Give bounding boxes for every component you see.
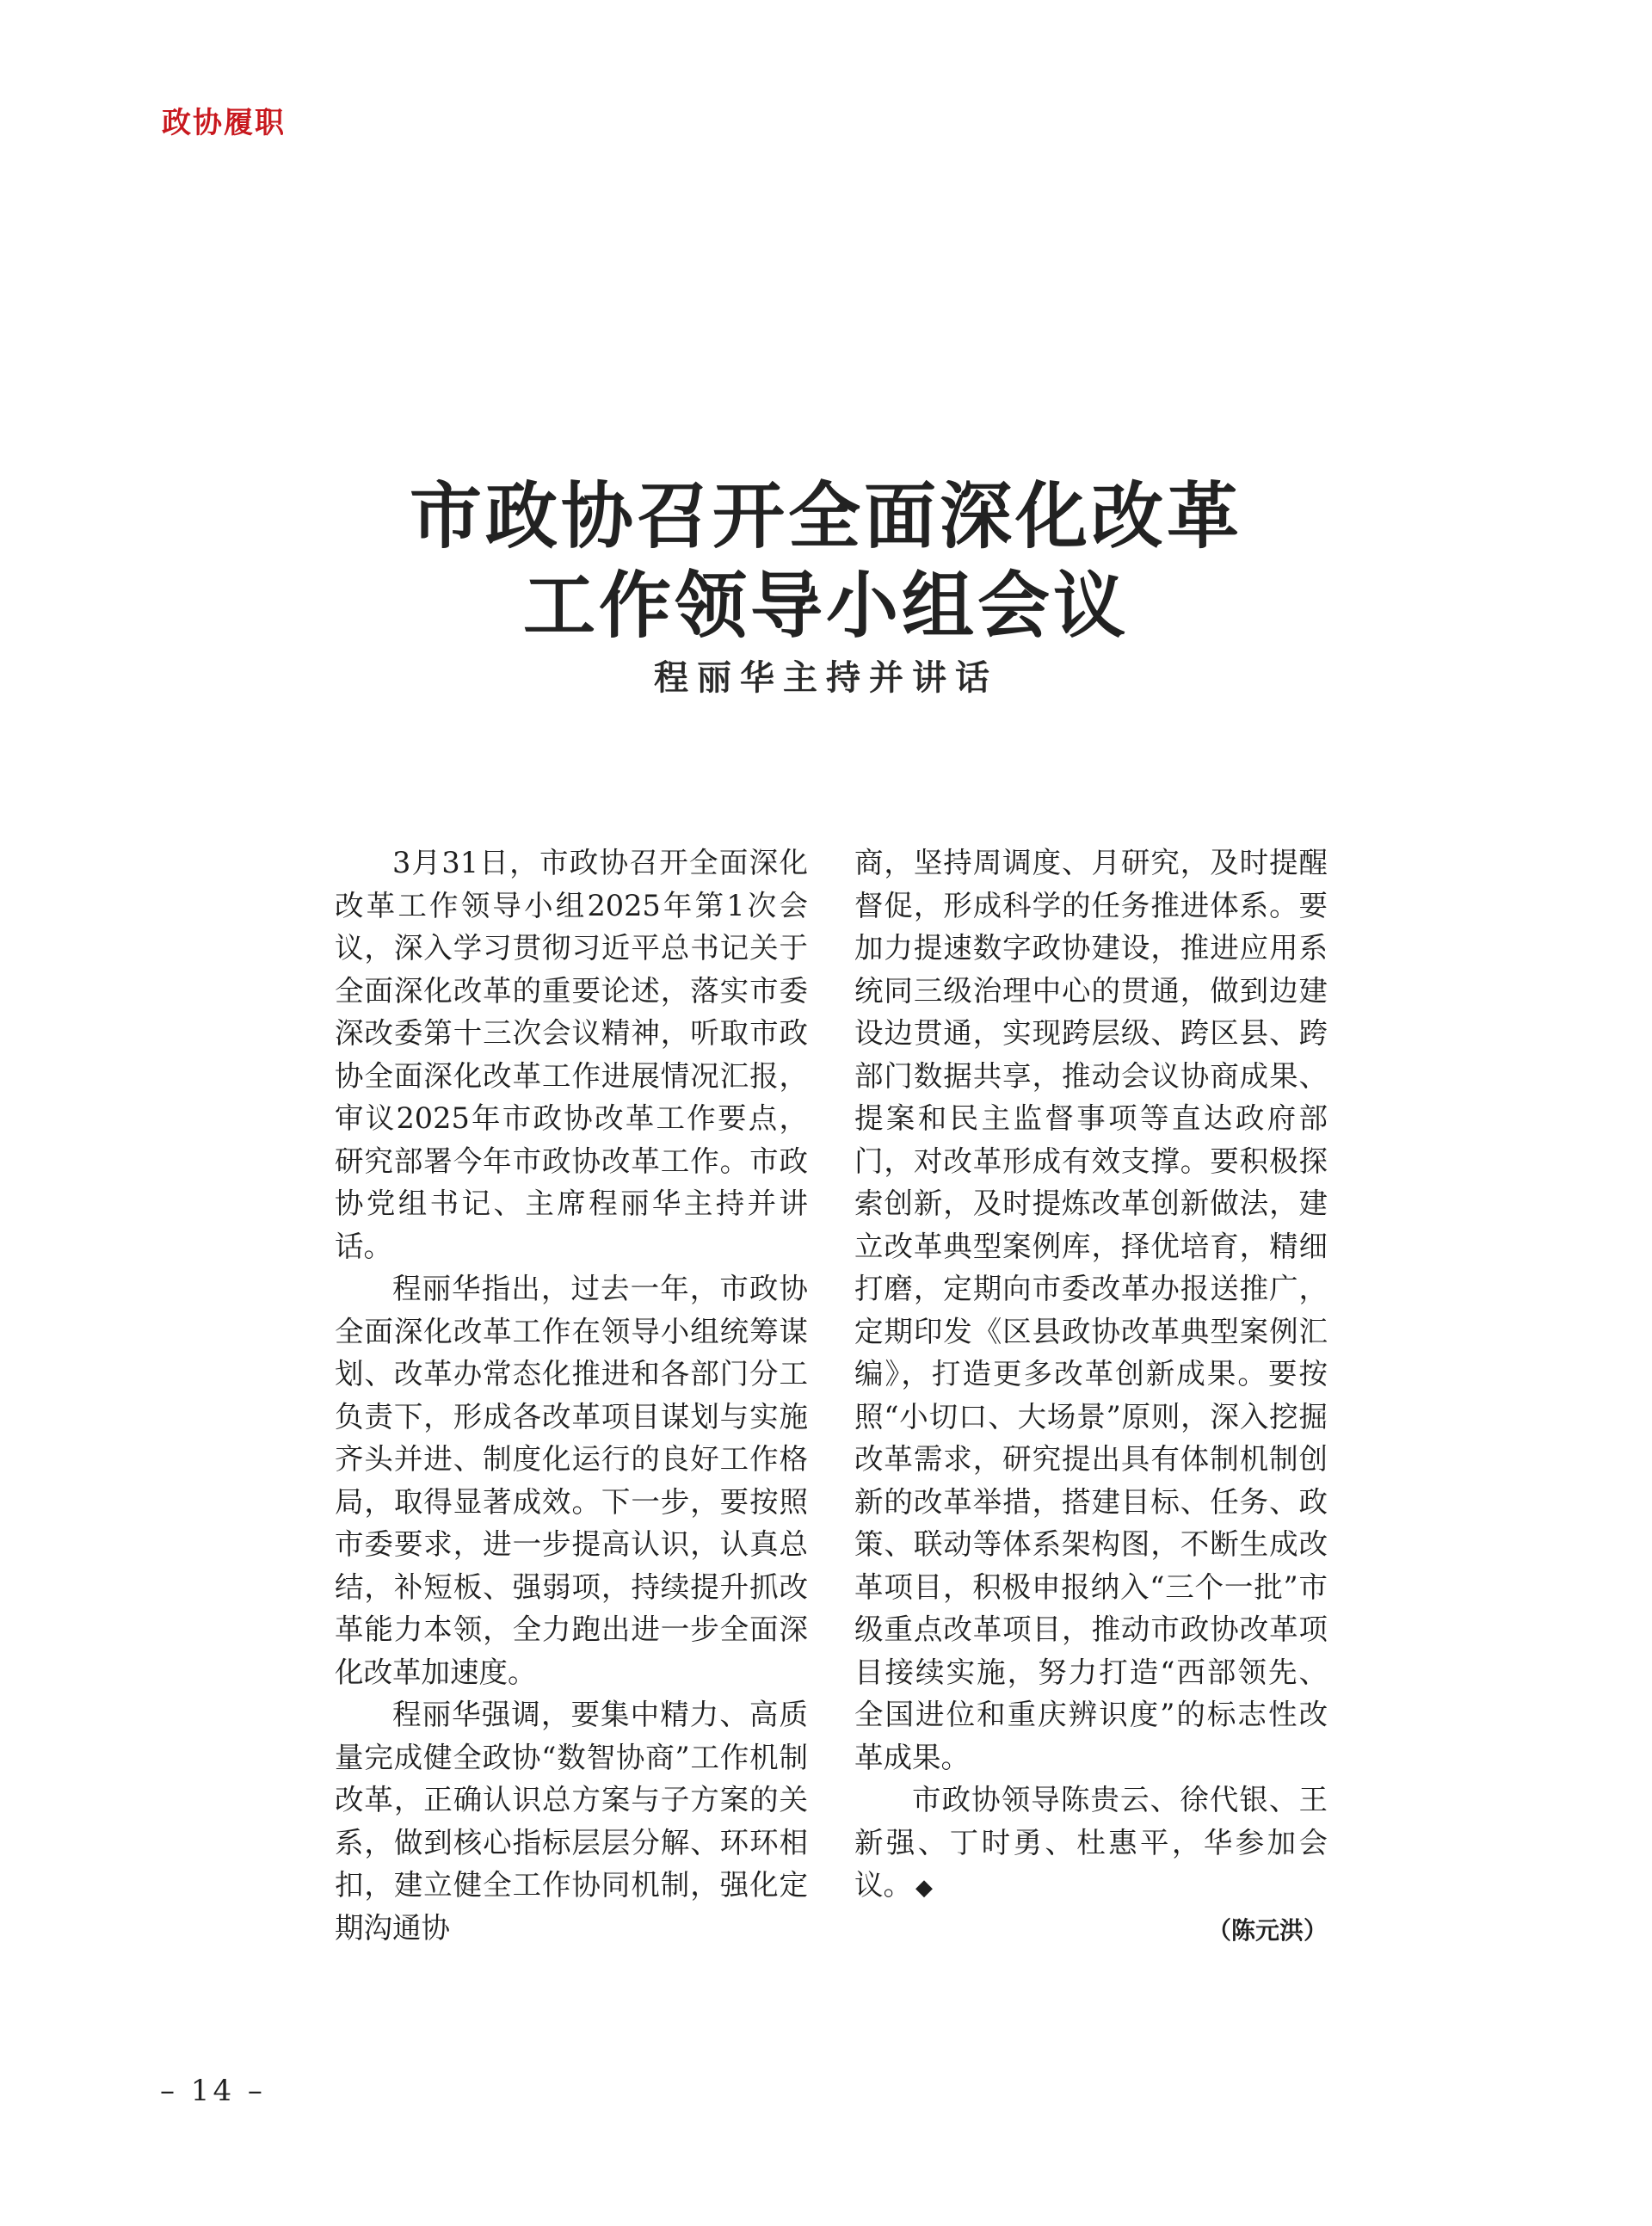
paragraph-3: 程丽华强调，要集中精力、高质量完成健全政协“数智协商”工作机制改革，正确认识总方案与子方案的关系，做到核心指标层层分解、环环相扣，建立健全工作协同机制，强化定期沟通协 — [335, 1698, 808, 1945]
article-subtitle: 程丽华主持并讲话 — [654, 657, 998, 698]
paragraph-1: 3月31日，市政协召开全面深化改革工作领导小组2025年第1次会议，深入学习贯彻习近平总书记关于全面深化改革的重要论述，落实市委深改委第十三次会议精神，听取市政协全面深化改革工作进展情况汇报，审议2025年市政协改革工作要点，研究部署今年市政协改革工作。市政协党组书记、主席程丽华主持并讲话。 — [335, 846, 808, 1263]
end-mark-icon: ◆ — [915, 1875, 933, 1901]
author-byline: （陈元洪） — [1206, 1915, 1328, 1945]
left-column — [335, 842, 808, 1949]
paragraph-4 — [854, 1779, 1328, 1910]
page-number: – 14 – — [160, 2074, 266, 2108]
paragraph-2: 程丽华指出，过去一年，市政协全面深化改革工作在领导小组统筹谋划、改革办常态化推进和各部门分工负责下，形成各改革项目谋划与实施齐头并进、制度化运行的良好工作格局，取得显著成效。下一步，要按照市委要求，进一步提高认识，认真总结，补短板、强弱项，持续提升抓改革能力本领，全力跑出进一步全面深化改革加速度。 — [335, 1272, 808, 1689]
right-column — [854, 842, 1328, 1950]
paragraph-4-text: 市政协领导陈贵云、徐代银、王新强、丁时勇、杜惠平，华参加会议。 — [854, 1783, 1328, 1902]
article-title — [0, 472, 1652, 651]
article-title-line-1: 市政协召开全面深化改革 — [409, 474, 1242, 558]
section-tag: 政协履职 — [162, 106, 286, 140]
paragraph-3-continued: 商，坚持周调度、月研究，及时提醒督促，形成科学的任务推进体系。要加力提速数字政协建设，推进应用系统同三级治理中心的贯通，做到边建设边贯通，实现跨层级、跨区县、跨部门数据共享，推动会议协商成果、提案和民主监督事项等直达政府部门，对改革形成有效支撑。要积极探索创新，及时提炼改革创新做法，建立改革典型案例库，择优培育，精细打磨，定期向市委改革办报送推广，定期印发《区县政协改革典型案例汇编》，打造更多改革创新成果。要按照“小切口、大场景”原则，深入挖掘改革需求，研究提出具有体制机制创新的改革举措，搭建目标、任务、政策、联动等体系架构图，不断生成改革项目，积极申报纳入“三个一批”市级重点改革项目，推动市政协改革项目接续实施，努力打造“西部领先、全国进位和重庆辨识度”的标志性改革成果。 — [854, 846, 1328, 1774]
article-title-line-2: 工作领导小组会议 — [522, 564, 1129, 648]
